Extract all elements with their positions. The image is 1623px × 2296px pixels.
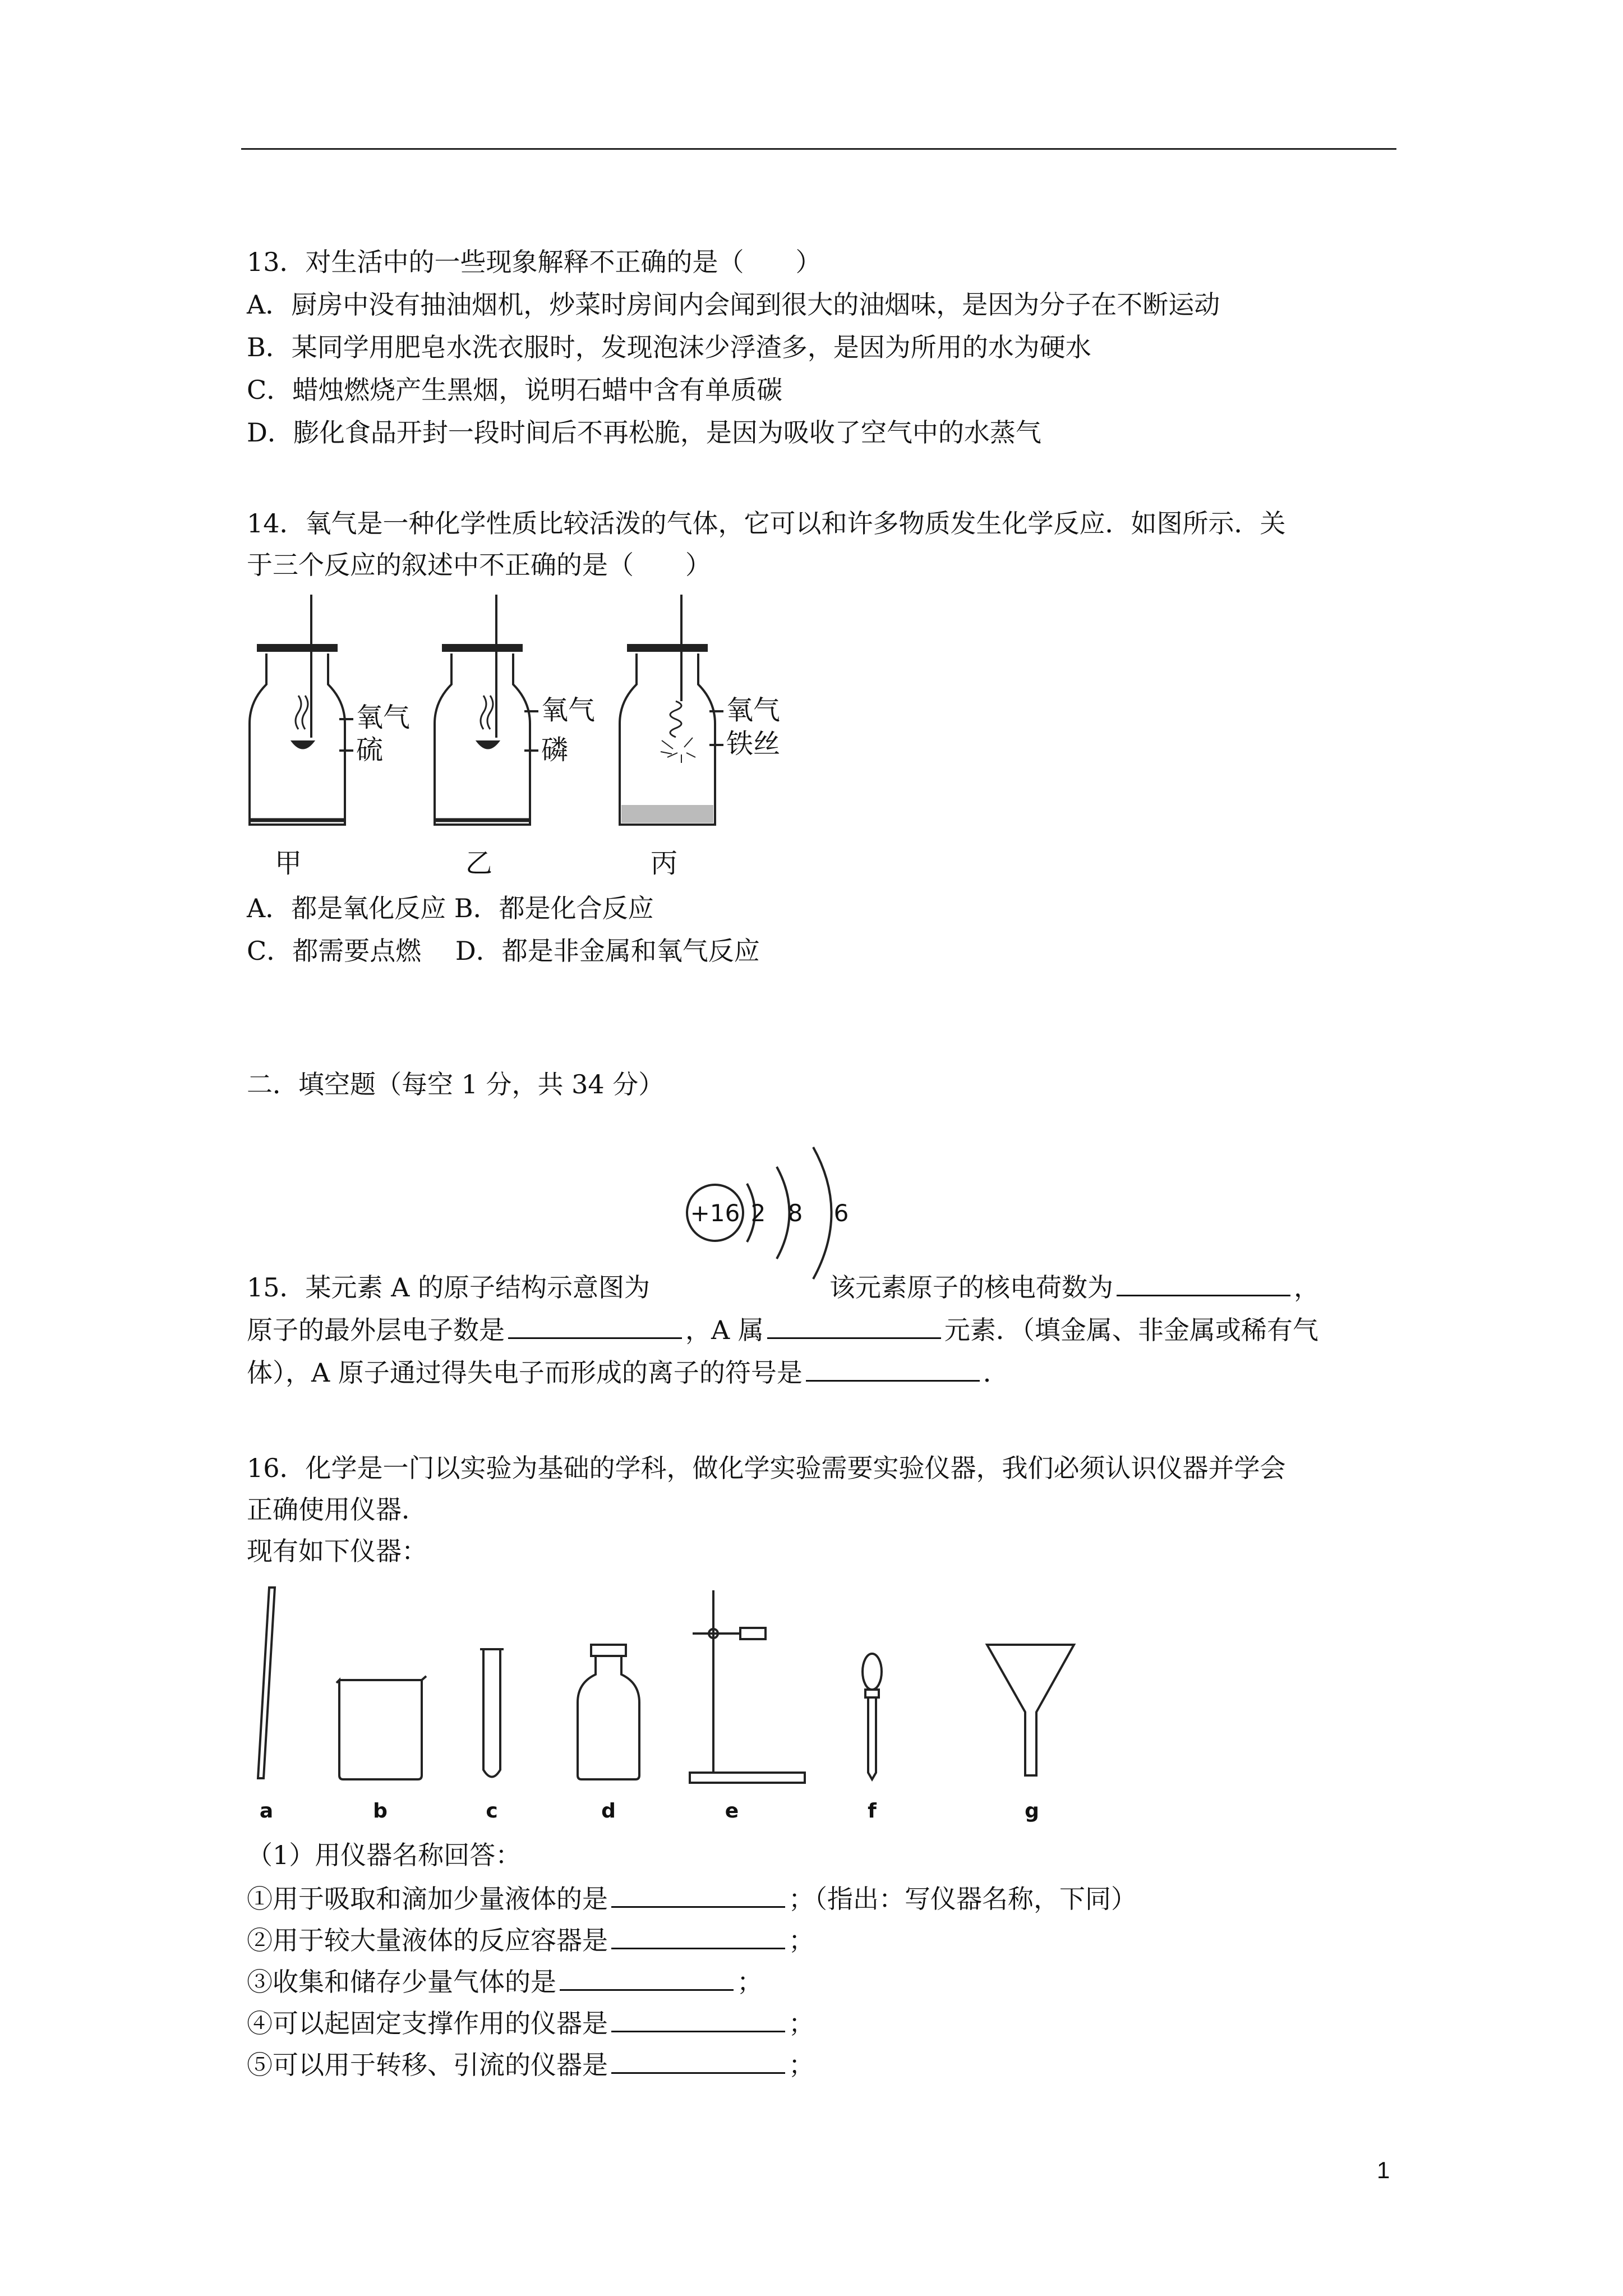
q13-option-a: A．厨房中没有抽油烟机，炒菜时房间内会闻到很大的油烟味，是因为分子在不断运动: [247, 289, 1220, 320]
q16-line1: 16．化学是一门以实验为基础的学科，做化学实验需要实验仪器，我们必须认识仪器并学会: [247, 1453, 1286, 1483]
instrument-label-c: c: [486, 1800, 498, 1823]
q16-item-5-text: ⑤可以用于转移、引流的仪器是: [247, 2050, 608, 2080]
q14-stem-line1: 14．氧气是一种化学性质比较活泼的气体，它可以和许多物质发生化学反应．如图所示．关: [247, 508, 1286, 539]
q16-item-5-after: ；: [789, 2050, 814, 2080]
instrument-label-g: g: [1025, 1800, 1039, 1823]
jar-yi: [435, 595, 538, 825]
q15-line1-c: ，: [1294, 1272, 1320, 1303]
q16-item-5: [247, 2046, 814, 2081]
q16-item-2-text: ②用于较大量液体的反应容器是: [247, 1925, 608, 1955]
q16-item-3: [247, 1963, 763, 1998]
jar1-gas-label: 氧气: [356, 702, 411, 733]
q16-item-4-text: ④可以起固定支撑作用的仪器是: [247, 2008, 608, 2039]
instrument-label-f: f: [868, 1800, 877, 1823]
jar-jia: [250, 595, 353, 825]
q15-line3-a: 体），A 原子通过得失电子而形成的离子的符号是: [247, 1358, 803, 1388]
page-number: 1: [1377, 2157, 1390, 2183]
q15-line2: [247, 1312, 1318, 1346]
q14-options-line1: A．都是氧化反应 B．都是化合反应: [247, 893, 654, 923]
q15-line2-a: 原子的最外层电子数是: [247, 1315, 505, 1345]
q16-item-2-after: ；: [789, 1925, 814, 1955]
q16-item-1: [247, 1880, 1137, 1915]
q16-item-3-after: ；: [737, 1967, 763, 1997]
q16-item-4: [247, 2005, 814, 2040]
blank-item-4[interactable]: [611, 2005, 785, 2032]
instruments-figure: [241, 1582, 1110, 1829]
q13-option-b: B．某同学用肥皂水洗衣服时，发现泡沫少浮渣多，是因为所用的水为硬水: [247, 332, 1091, 362]
jar1-caption: 甲: [275, 848, 302, 879]
instrument-label-e: e: [725, 1800, 739, 1823]
jar3-caption: 丙: [651, 848, 678, 879]
atom-shell3-label: 6: [833, 1199, 849, 1227]
q16-item-2: [247, 1922, 814, 1957]
blank-element-type[interactable]: [767, 1312, 941, 1339]
q16-sub1: （1）用仪器名称回答：: [247, 1840, 522, 1870]
q16-item-1-after: ；（指出：写仪器名称，下同）: [789, 1884, 1137, 1914]
blank-outer-electrons[interactable]: [508, 1312, 682, 1339]
q15-line2-b: ，A 属: [685, 1315, 764, 1345]
q13-option-d: D．膨化食品开封一段时间后不再松脆，是因为吸收了空气中的水蒸气: [247, 417, 1041, 448]
jar3-substance-label: 铁丝: [726, 728, 781, 760]
q13-stem: 13．对生活中的一些现象解释不正确的是（ ）: [247, 247, 822, 277]
jar2-caption: 乙: [465, 848, 493, 879]
iron-stand-icon: [690, 1590, 805, 1783]
q13-option-c: C．蜡烛燃烧产生黑烟，说明石蜡中含有单质碳: [247, 375, 783, 405]
dropper-icon: [863, 1654, 882, 1779]
atom-shell2-label: 8: [787, 1199, 803, 1227]
atom-nucleus-label: +16: [690, 1199, 740, 1227]
jar3-gas-label: 氧气: [726, 694, 781, 726]
atom-shell1-label: 2: [750, 1199, 766, 1227]
blank-nuclear-charge[interactable]: [1117, 1269, 1290, 1296]
blank-item-1[interactable]: [611, 1880, 785, 1908]
q15-line3: [247, 1354, 1009, 1389]
gas-bottle-icon: [578, 1655, 639, 1779]
atom-structure-diagram: [679, 1144, 880, 1290]
q15-line3-b: ．: [983, 1358, 1009, 1388]
instrument-label-a: a: [259, 1800, 274, 1823]
beaker-icon: [336, 1676, 426, 1779]
jar2-substance-label: 磷: [541, 734, 569, 766]
test-tube-icon: [483, 1649, 500, 1777]
q15-line1-b: 该元素原子的核电荷数为: [829, 1272, 1113, 1303]
funnel-icon: [987, 1645, 1074, 1775]
blank-item-5[interactable]: [611, 2046, 785, 2074]
q15-line2-c: 元素．（填金属、非金属或稀有气: [944, 1315, 1318, 1345]
blank-item-3[interactable]: [560, 1963, 734, 1991]
jar2-gas-label: 氧气: [541, 694, 596, 726]
jar-bing: [620, 595, 723, 825]
jar1-substance-label: 硫: [356, 734, 384, 766]
q16-line2: 正确使用仪器．: [247, 1494, 427, 1525]
q15-line1-a: 15．某元素 A 的原子结构示意图为: [247, 1272, 650, 1303]
q14-figure-jars: [241, 589, 869, 886]
section2-title: 二．填空题（每空 1 分，共 34 分）: [247, 1069, 665, 1099]
glass-rod-icon: [258, 1588, 275, 1778]
q14-options-line2: C．都需要点燃 D．都是非金属和氧气反应: [247, 936, 760, 966]
q16-line3: 现有如下仪器：: [247, 1536, 427, 1566]
header-rule: [241, 148, 1396, 150]
q16-item-3-text: ③收集和储存少量气体的是: [247, 1967, 556, 1997]
q16-item-4-after: ；: [789, 2008, 814, 2039]
blank-ion-symbol[interactable]: [806, 1354, 980, 1382]
q15-line1: [247, 1269, 1320, 1304]
instrument-label-d: d: [601, 1800, 616, 1823]
q16-item-1-text: ①用于吸取和滴加少量液体的是: [247, 1884, 608, 1914]
q14-stem-line2: 于三个反应的叙述中不正确的是（ ）: [247, 550, 711, 580]
blank-item-2[interactable]: [611, 1922, 785, 1949]
instrument-label-b: b: [373, 1800, 388, 1823]
